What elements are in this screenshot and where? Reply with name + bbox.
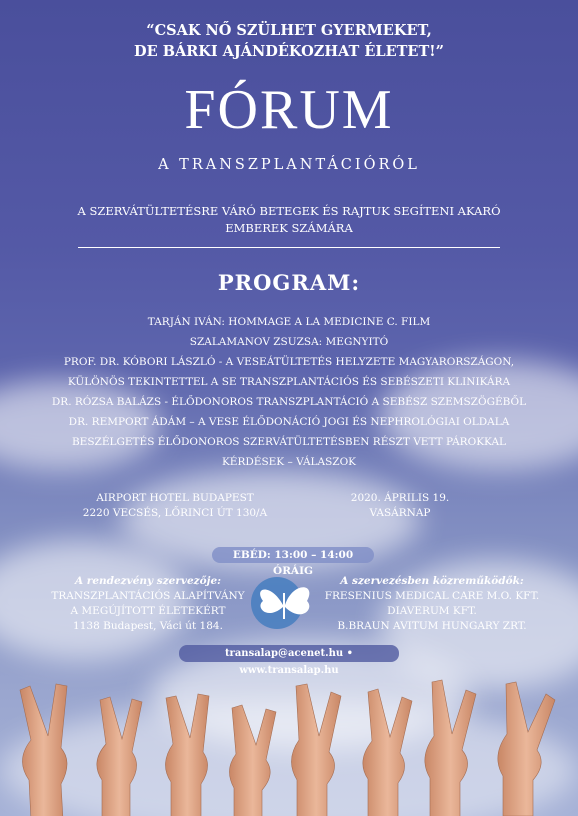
program-item: DR. RÓZSA BALÁZS - ÉLŐDONOROS TRANSZPLANTÁCIÓ A SEBÉSZ SZEMSZÖGÉBŐL [51, 396, 527, 408]
date-block [340, 491, 460, 521]
partner-line: FRESENIUS MEDICAL CARE M.O. KFT. [324, 590, 540, 602]
program-item: BESZÉLGETÉS ÉLŐDONOROS SZERVÁTÜLTETÉSBEN RÉSZT VETT PÁROKKAL [71, 436, 507, 448]
venue-block [80, 491, 270, 521]
organizer-line: TRANSZPLANTÁCIÓS ALAPÍTVÁNY [51, 590, 245, 602]
organizer-line: 1138 Budapest, Váci út 184. [73, 620, 223, 632]
program-list [0, 312, 578, 472]
organizer-heading: A rendezvény szervezője: [75, 575, 221, 587]
page-subtitle: A TRANSZPLANTÁCIÓRÓL [158, 157, 420, 173]
program-item: TARJÁN IVÁN: HOMMAGE A LA MEDICINE C. FILM [147, 316, 431, 328]
partners-heading: A szervezésben közreműködők: [340, 575, 524, 587]
program-item: SZALAMANOV ZSUZSA: MEGNYITÓ [189, 336, 389, 348]
organizer-line: A MEGÚJÍTOTT ÉLETEKÉRT [70, 605, 226, 617]
program-item: KÉRDÉSEK – VÁLASZOK [221, 456, 357, 468]
organizer-block [48, 574, 248, 634]
quote-line: DE BÁRKI AJÁNDÉKOZHAT ÉLETET!” [134, 43, 444, 60]
program-heading: PROGRAM: [217, 270, 361, 295]
partner-line: DIAVERUM KFT. [387, 605, 477, 617]
victory-hands-image [0, 670, 578, 816]
contact-badge: transalap@acenet.hu • www.transalap.hu [179, 645, 399, 662]
audience-line: A SZERVÁTÜLTETÉSRE VÁRÓ BETEGEK ÉS RAJTUK SEGÍTENI AKARÓ [77, 204, 501, 218]
program-item: KÜLÖNÖS TEKINTETTEL A SE TRANSZPLANTÁCIÓS ÉS SEBÉSZETI KLINIKÁRA [67, 376, 511, 388]
venue-address: 2220 VECSÉS, LŐRINCI ÚT 130/A [82, 507, 268, 519]
divider [78, 247, 500, 248]
partners-block [318, 574, 546, 634]
program-item: DR. REMPORT ÁDÁM – A VESE ÉLŐDONÁCIÓ JOGI ÉS NEPHROLÓGIAI OLDALA [68, 416, 510, 428]
audience-text [0, 203, 578, 237]
event-day: VASÁRNAP [369, 507, 431, 519]
quote-line: “CSAK NŐ SZÜLHET GYERMEKET, [146, 22, 432, 39]
butterfly-logo-icon [249, 575, 319, 631]
audience-line: EMBEREK SZÁMÁRA [225, 221, 353, 235]
motto-quote [0, 20, 578, 62]
event-date: 2020. ÁPRILIS 19. [350, 492, 450, 504]
venue-name: AIRPORT HOTEL BUDAPEST [96, 492, 254, 504]
page-title: FÓRUM [184, 79, 394, 141]
program-item: PROF. DR. KÓBORI LÁSZLÓ - A VESEÁTÜLTETÉS HELYZETE MAGYARORSZÁGON, [63, 356, 515, 368]
lunch-badge: EBÉD: 13:00 – 14:00 ÓRÁIG [212, 547, 374, 563]
partner-line: B.BRAUN AVITUM HUNGARY ZRT. [337, 620, 527, 632]
